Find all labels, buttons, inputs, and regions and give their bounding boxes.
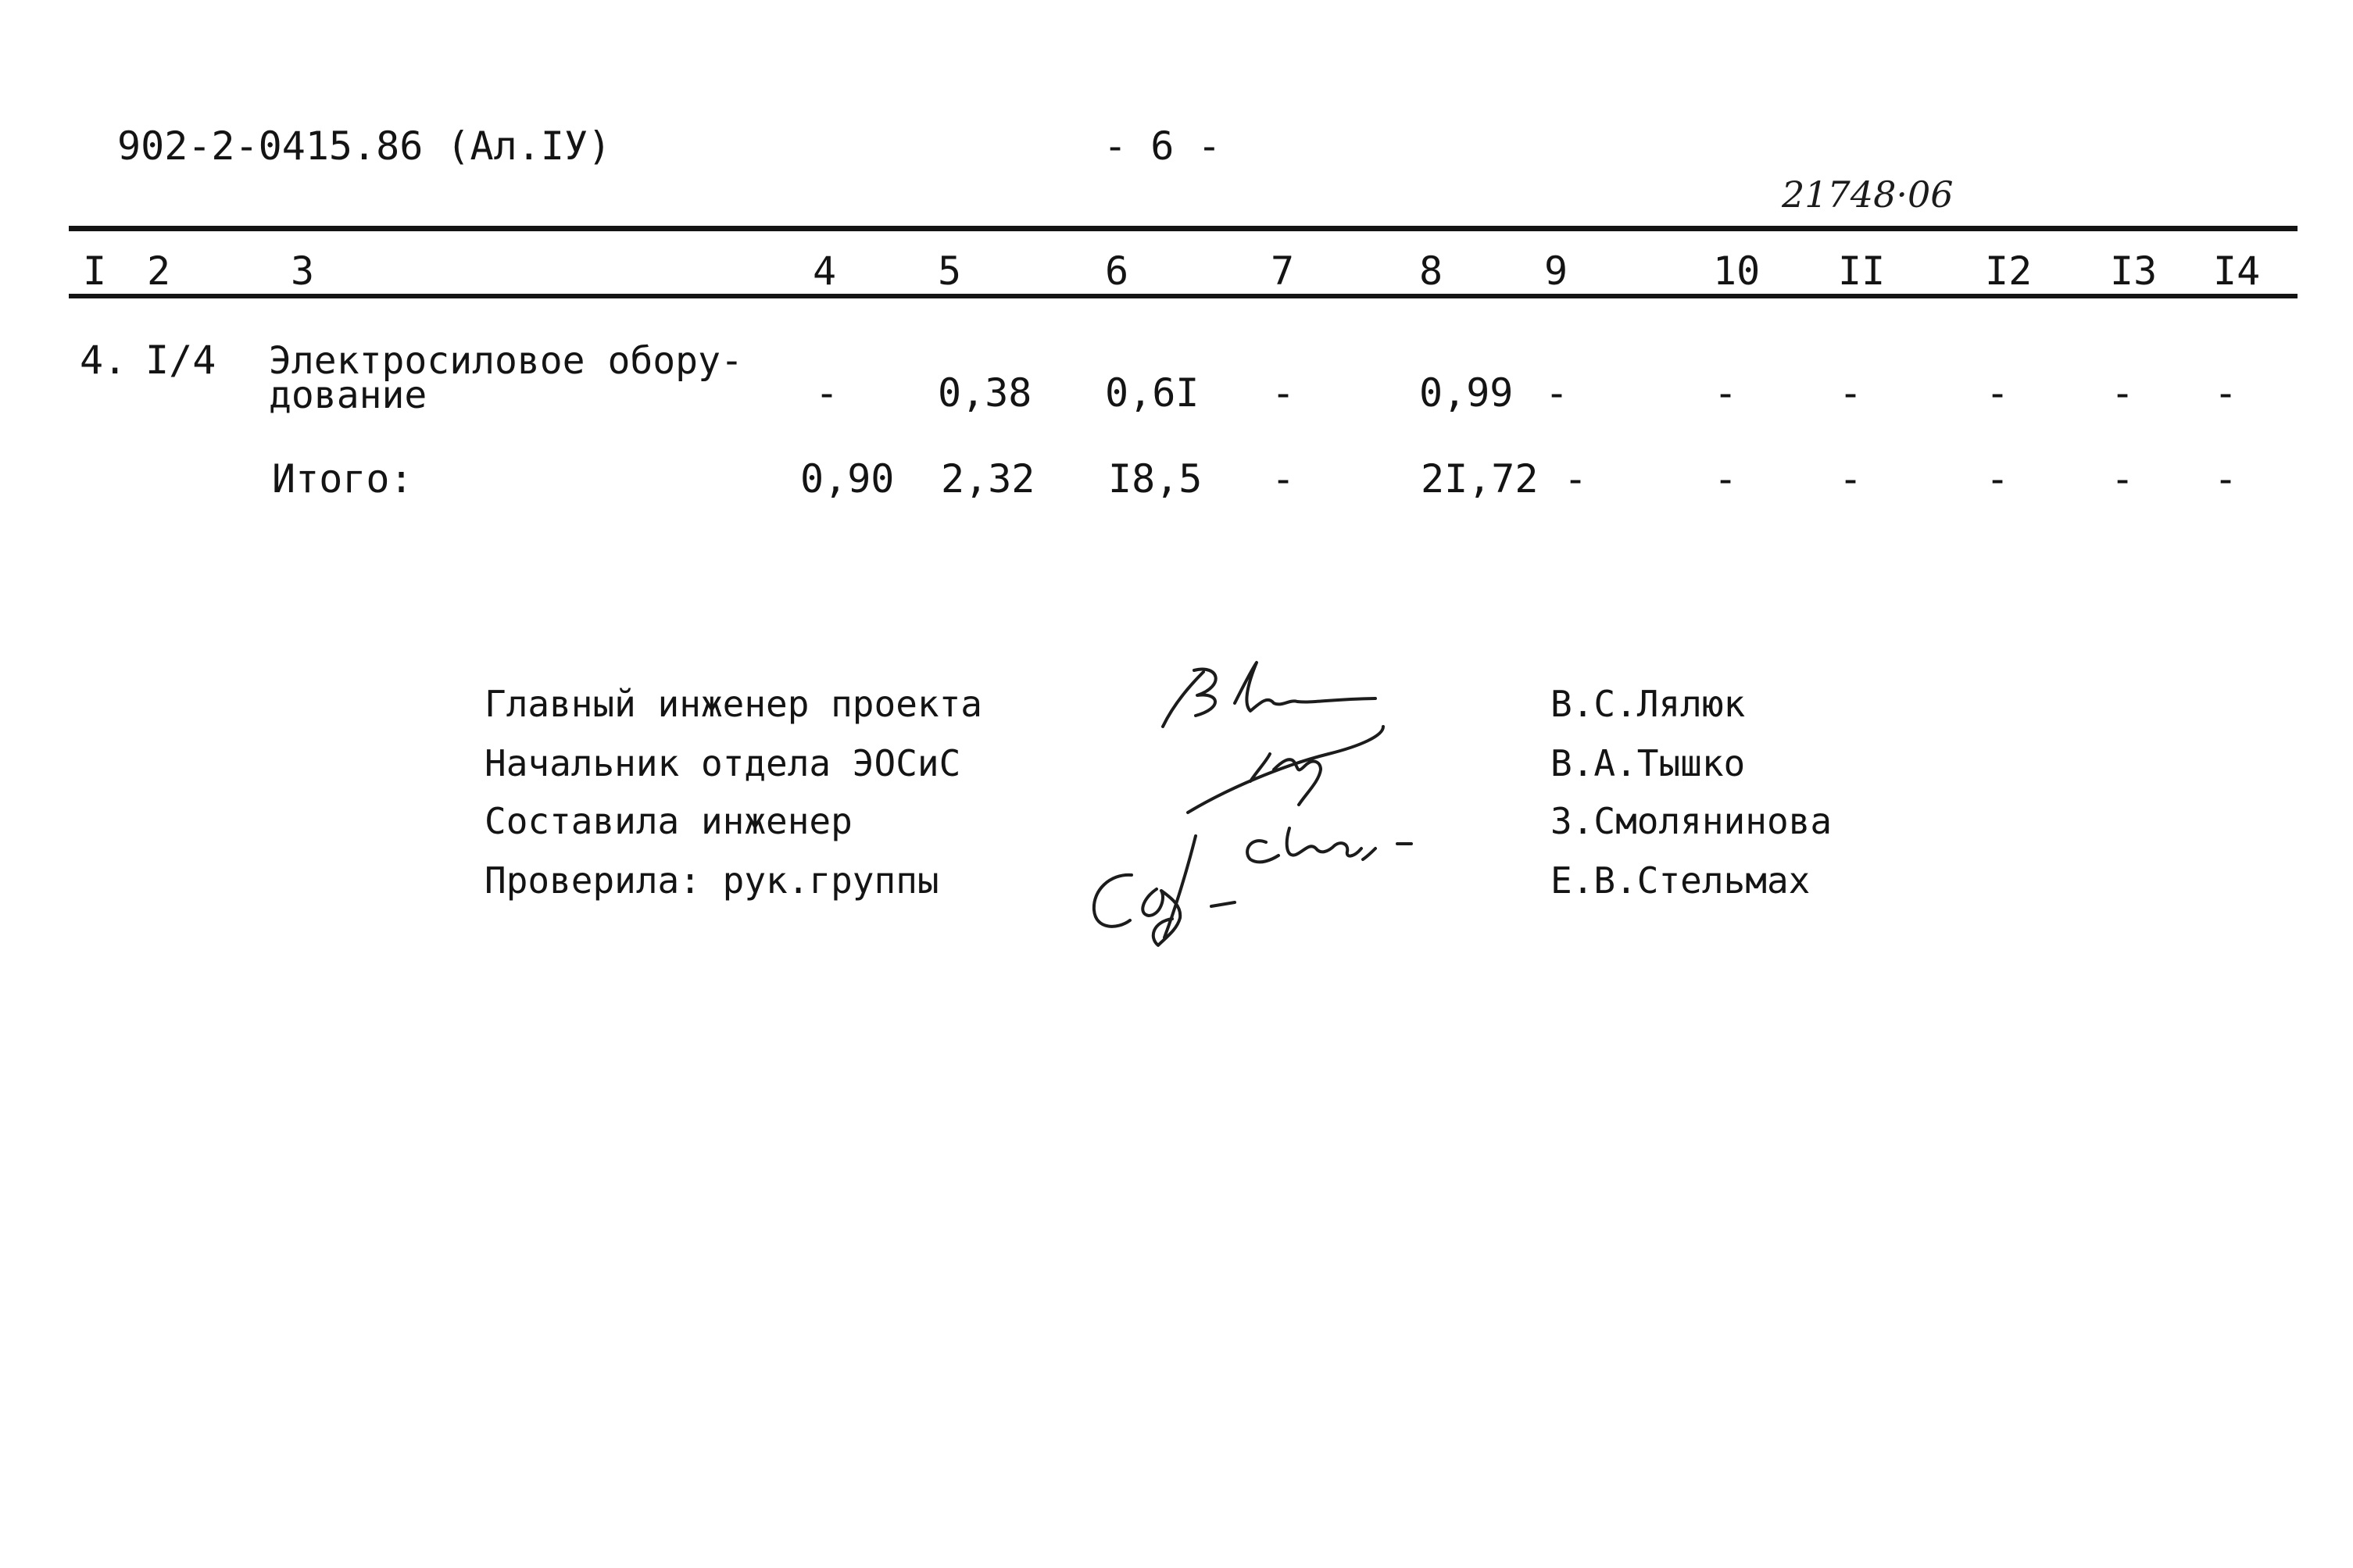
column-header-1: I [83,248,107,294]
signature-group-leader [1094,836,1235,945]
row-number: 4. [80,338,127,383]
row-cell-14: - [2213,370,2238,416]
signatory-name-department-head: В.А.Тышко [1550,742,1746,784]
signatory-position-chief-engineer: Главный инженер проекта [485,683,982,725]
signature-chief-engineer [1163,663,1375,727]
signatory-name-group-leader: Е.В.Стельмах [1550,859,1811,902]
signatory-position-engineer: Составила инженер [485,800,853,842]
column-header-10: 10 [1713,248,1761,294]
row-cell-13: - [2110,370,2135,416]
column-header-2: 2 [147,248,171,294]
column-header-9: 9 [1544,248,1568,294]
total-cell-12: - [1985,456,2010,502]
signature-department-head [1188,727,1383,813]
total-cell-6: I8,5 [1108,456,1203,502]
total-cell-8: 2I,72 [1421,456,1539,502]
handwritten-registration-number: 21748·06 [1782,173,1954,216]
total-cell-14: - [2213,456,2238,502]
signatory-position-group-leader: Проверила: рук.группы [485,859,939,902]
total-cell-9: - [1563,456,1588,502]
row-cell-6: 0,6I [1105,370,1200,416]
signatory-position-department-head: Начальник отдела ЭОСиС [485,742,961,784]
column-header-14: I4 [2213,248,2261,294]
signature-engineer [1247,828,1411,862]
total-cell-7: - [1271,456,1296,502]
row-cell-9: - [1544,370,1569,416]
total-cell-11: - [1838,456,1863,502]
total-cell-13: - [2110,456,2135,502]
column-header-5: 5 [938,248,962,294]
row-cell-5: 0,38 [938,370,1032,416]
row-cell-12: - [1985,370,2010,416]
row-cell-8: 0,99 [1419,370,1514,416]
total-cell-4: 0,90 [800,456,895,502]
column-header-6: 6 [1105,248,1129,294]
document-code: 902-2-0415.86 (Ал.IУ) [117,123,612,169]
column-header-13: I3 [2110,248,2158,294]
row-description-line-2: дование [269,373,427,417]
column-header-7: 7 [1271,248,1295,294]
total-cell-5: 2,32 [941,456,1035,502]
signatory-name-chief-engineer: В.С.Лялюк [1550,683,1746,725]
row-cell-11: - [1838,370,1863,416]
row-cell-7: - [1271,370,1296,416]
row-sheet-number: I/4 [145,338,216,383]
column-header-12: I2 [1985,248,2033,294]
total-label: Итого: [272,456,413,502]
row-cell-4: - [814,370,839,416]
row-description-line-1: Электросиловое обору- [269,339,743,383]
row-cell-10: - [1713,370,1738,416]
column-header-3: 3 [291,248,315,294]
column-header-8: 8 [1419,248,1443,294]
page-number: - 6 - [1103,123,1221,169]
signatory-name-engineer: З.Смолянинова [1550,800,1833,842]
column-header-11: II [1838,248,1886,294]
total-cell-10: - [1713,456,1738,502]
column-header-4: 4 [813,248,837,294]
